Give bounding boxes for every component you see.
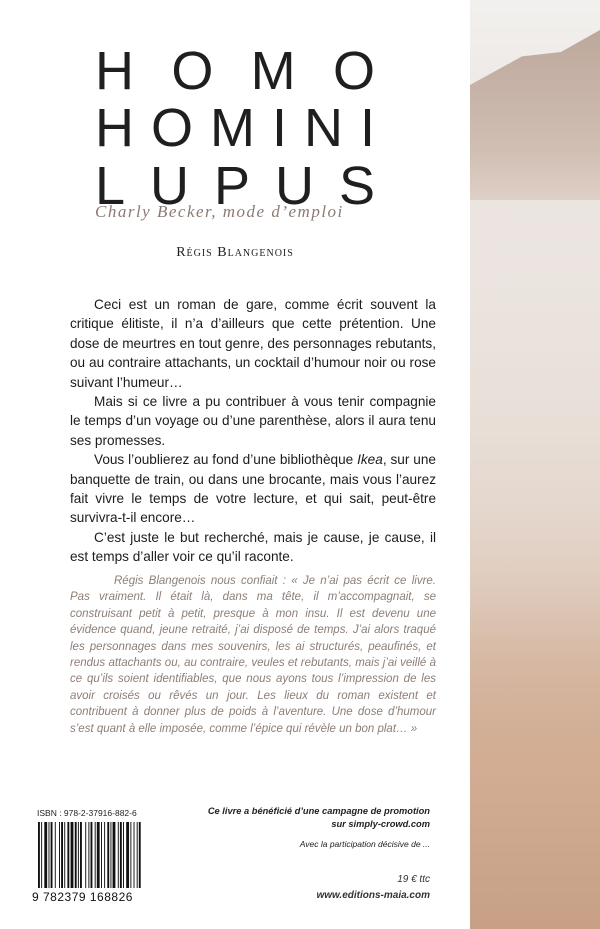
title-line-2 — [95, 98, 375, 158]
barcode-digits: 9 782379 168826 — [32, 890, 133, 904]
mist — [470, 200, 600, 600]
title-letter: P — [213, 156, 251, 216]
title-word-homo — [95, 41, 375, 101]
promo-line-1: Ce livre a bénéficié d’une campagne de promotion — [207, 806, 430, 816]
blurb-paragraph-2: Mais si ce livre a pu contribuer à vous tenir compagnie le temps d’un voyage ou d’une parenthèse, alors il aura tenu ses promesses. — [70, 394, 436, 448]
title-letter: O — [171, 41, 214, 101]
title-letter: N — [303, 98, 343, 158]
title-line-1 — [95, 41, 375, 101]
desert-image-strip — [470, 0, 600, 929]
title-letter: I — [359, 98, 375, 158]
sand-dune — [470, 600, 600, 929]
publisher-website: www.editions-maia.com — [316, 890, 430, 901]
title-letter: U — [274, 156, 314, 216]
title-letter: I — [271, 98, 287, 158]
title-letter: M — [209, 98, 255, 158]
author-quote: Régis Blangenois nous confiait : « Je n’ai pas écrit ce livre. Pas vraiment. Il était là, dans ma tête, il m’accompagnait, se construisant petit à petit, presque à mon insu. Il est devenu une évidence quand, jeune retraité, j’ai disposé de temps. J’ai alors traqué les personnages dans mes souvenirs, les ai structurés, peaufinés, et rendus attachants ou, au contraire, veules et rebutants, mais j’ai veillé à ce qu’ils soient identifiables, que nous ayons tous l’impression de les avoir croisés ou rêvés un jour. Les lieux du roman existent et contribuent à donner plus de poids à l’aventure. Une dose d’humour s’est quant à elle imposée, comme l’épice qui révèle un bon plat… » — [70, 575, 436, 735]
title-letter: U — [150, 156, 190, 216]
title-letter: L — [95, 156, 126, 216]
blurb-paragraph-4: C’est juste le but recherché, mais je cause, je cause, il est temps d’aller voir ce qu’il raconte. — [70, 529, 436, 565]
title-word-homini — [95, 98, 375, 158]
title-letter: M — [250, 41, 296, 101]
brand-name: Ikea — [357, 452, 383, 468]
price: 19 € ttc — [397, 874, 430, 885]
title-letter: O — [150, 98, 193, 158]
blurb-paragraph-1: Ceci est un roman de gare, comme écrit souvent la critique élitiste, il n’a d’ailleurs que cette prétention. Une dose de meurtres en tout genre, des personnages rebutants, ou au contraire attachants, un cocktail d’humour noir ou rose suivant l’humeur… — [70, 297, 436, 390]
barcode — [37, 822, 177, 888]
participation-note: Avec la participation décisive de ... — [299, 839, 430, 849]
author-name: Régis Blangenois — [176, 245, 294, 260]
isbn: ISBN : 978-2-37916-882-6 — [37, 808, 137, 818]
title-letter: H — [95, 98, 134, 158]
promo-note — [208, 805, 430, 831]
title-letter: H — [95, 41, 134, 101]
blurb-text — [70, 295, 436, 567]
blurb-paragraph-3: Vous l’oublierez au fond d’une bibliothèque Ikea, sur une banquette de train, ou dans une brocante, mais vous l’aurez fait vivre le temps de votre lecture, et qui sait, peut-être survivra-t-il encore… — [70, 452, 436, 526]
title-letter: S — [338, 156, 375, 216]
subtitle: Charly Becker, mode d’emploi — [95, 202, 344, 221]
promo-line-2: sur simply-crowd.com — [331, 819, 430, 829]
title-letter: O — [332, 41, 375, 101]
